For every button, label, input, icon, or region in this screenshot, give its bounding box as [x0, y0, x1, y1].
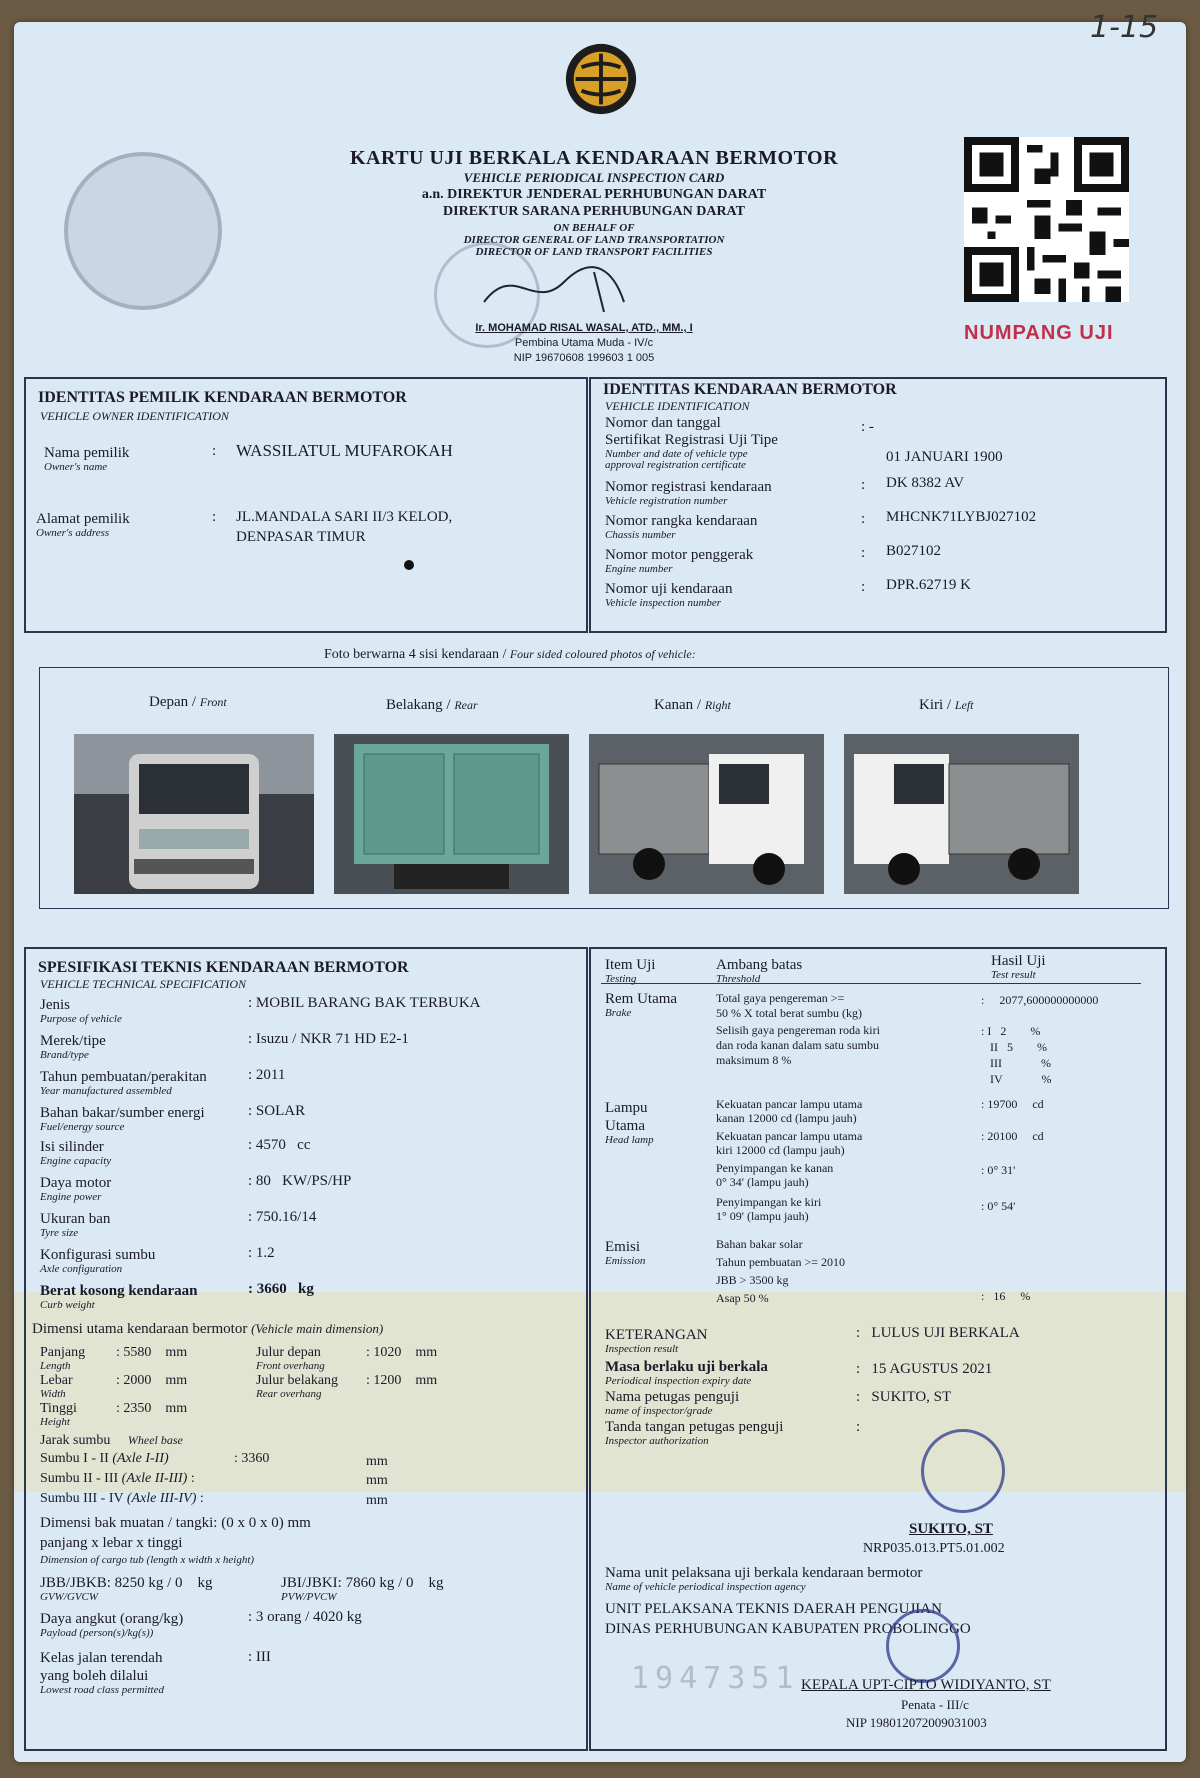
inspector-sign-name: SUKITO, ST: [909, 1521, 993, 1537]
brake-total-value: : 2077,600000000000: [981, 993, 1099, 1007]
agency-line-2: DINAS PERHUBUNGAN KABUPATEN PROBOLINGGO: [605, 1621, 971, 1637]
emission-label: Emisi Emission: [605, 1239, 646, 1267]
spec-jenis-label: Jenis Purpose of vehicle: [40, 997, 122, 1025]
dim-julur-depan-label: Julur depan Front overhang: [256, 1345, 325, 1372]
deviation-right: Penyimpangan ke kanan 0° 34' (lampu jauh): [716, 1161, 834, 1189]
head-rank: Penata - III/c: [901, 1697, 969, 1712]
inspector-nrp: NRP035.013.PT5.01.002: [863, 1541, 1005, 1556]
head-nip: NIP 198012072009031003: [846, 1715, 987, 1730]
col-item: Item Uji Testing: [605, 957, 656, 985]
vehicle-title: IDENTITAS KENDARAAN BERMOTOR: [603, 381, 897, 398]
axle-34-unit: mm: [366, 1493, 388, 1508]
deviation-left-value: : 0° 54': [981, 1199, 1016, 1213]
dim-panjang-label: Panjang Length: [40, 1345, 86, 1372]
spec-daya: : 80 KW/PS/HP: [248, 1173, 352, 1189]
test-box: Item Uji Testing Ambang batas Threshold Hasil Uji Test result Rem Utama Brake Total gaya pengereman >= 50 % X total berat sumbu (kg) : 2077,600000000000 Selisih gaya pengereman roda kiri dan roda kanan dalam satu sumbu maksimum 8 % : I 2 % II 5 % III % IV % Lampu Utama Head lamp Kekuatan pancar lampu utama kanan 12000 cd (lampu jauh) : 19700 cd Kekuatan pancar lampu utama kiri 12000 cd (lampu jauh) : 20100 cd Penyimpangan ke kanan 0° 34' (lampu jauh) : 0° 31' Penyimpangan ke kiri 1° 09' (lampu jauh) : 0° 54' Emisi Emission Bahan bakar solar Tahun pembuatan >= 2010 JBB > 3500 kg Asap 50 % : 16 % KETERANGAN Inspection result : LULUS UJI BERKALA Masa berlaku uji berkala Periodical inspection expiry date : 15 AGUSTUS 2021 Nama petugas penguji name of inspector/grade : SUKITO, ST Tanda tangan petugas penguji Inspector authorization : SUKITO, ST NRP035.013.PT5.01.002 Nama unit pelaksana uji berkala kendaraan bermotor Name of vehicle periodical inspection agency UNIT PELAKSANA TEKNIS DAERAH PENGUJIAN DINAS PERHUBUNGAN KABUPATEN PROBOLINGGO 1947351 KEPALA UPT-CIPTO WIDIYANTO, ST Penata - III/c NIP 198012072009031003: [589, 947, 1167, 1751]
deviation-left: Penyimpangan ke kiri 1° 09' (lampu jauh): [716, 1195, 822, 1223]
spec-merek-label: Merek/tipe Brand/type: [40, 1033, 106, 1061]
col-result: Hasil Uji Test result: [991, 953, 1046, 981]
agency-line-1: UNIT PELAKSANA TEKNIS DAERAH PENGUJIAN: [605, 1601, 942, 1617]
photo-label-right: Kanan / Right: [654, 697, 731, 713]
spec-ban: : 750.16/14: [248, 1209, 317, 1225]
headlamp-right: Kekuatan pancar lampu utama kanan 12000 cd (lampu jauh): [716, 1097, 863, 1125]
spec-berat-label: Berat kosong kendaraan Curb weight: [40, 1283, 198, 1311]
brake-total: Total gaya pengereman >= 50 % X total berat sumbu (kg): [716, 991, 862, 1020]
road-class: : III: [248, 1649, 271, 1665]
engine-label: Nomor motor penggerak Engine number: [605, 547, 754, 575]
ink-dot: [404, 560, 414, 570]
emission-value: : 16 %: [981, 1289, 1031, 1303]
dim-lebar: : 2000 mm: [116, 1373, 188, 1388]
spec-merek: : Isuzu / NKR 71 HD E2-1: [248, 1031, 409, 1047]
dim-julur-belakang-label: Julur belakang Rear overhang: [256, 1373, 339, 1400]
owner-title: IDENTITAS PEMILIK KENDARAAN BERMOTOR: [38, 389, 407, 406]
card-title-en: VEHICLE PERIODICAL INSPECTION CARD: [463, 170, 725, 185]
spec-isi: : 4570 cc: [248, 1137, 311, 1153]
spec-daya-label: Daya motor Engine power: [40, 1175, 112, 1203]
inspector-name: : SUKITO, ST: [856, 1389, 952, 1405]
engine-number: B027102: [886, 543, 942, 559]
expiry-date: : 15 AGUSTUS 2021: [856, 1361, 993, 1377]
spec-title: SPESIFIKASI TEKNIS KENDARAAN BERMOTOR: [38, 959, 409, 976]
expiry-label: Masa berlaku uji berkala Periodical inspection expiry date: [605, 1359, 768, 1387]
jbi: JBI/JBKI: 7860 kg / 0 kg PVW/PVCW: [281, 1575, 444, 1603]
emission-criteria: Bahan bakar solar Tahun pembuatan >= 2010 JBB > 3500 kg Asap 50 %: [716, 1237, 845, 1305]
spec-konf: : 1.2: [248, 1245, 275, 1261]
inspection-number: DPR.62719 K: [886, 577, 972, 593]
signer-nip: NIP 19670608 199603 1 005: [513, 352, 655, 364]
brake-axles: : I 2 % II 5 % III % IV %: [981, 1024, 1052, 1086]
authority-en-1: DIRECTOR GENERAL OF LAND TRANSPORTATION: [463, 234, 725, 246]
on-behalf-of: ON BEHALF OF: [553, 222, 635, 234]
head-name: KEPALA UPT-CIPTO WIDIYANTO, ST: [801, 1677, 1051, 1693]
authority-en-2: DIRECTOR OF LAND TRANSPORT FACILITIES: [475, 246, 713, 258]
ministry-logo-icon: [562, 40, 640, 118]
spec-tahun: : 2011: [248, 1067, 286, 1083]
inspection-label: Nomor uji kendaraan Vehicle inspection number: [605, 581, 733, 609]
headlamp-right-value: : 19700 cd: [981, 1097, 1044, 1111]
photo-rear: [334, 734, 569, 894]
chassis-label: Nomor rangka kendaraan Chassis number: [605, 513, 758, 541]
watermark-seal: [64, 152, 222, 310]
spec-isi-label: Isi silinder Engine capacity: [40, 1139, 112, 1167]
axle-12-label: Sumbu I - II (Axle I-II): [40, 1451, 169, 1466]
spec-title-en: VEHICLE TECHNICAL SPECIFICATION: [40, 977, 247, 991]
axle-23-unit: mm: [366, 1473, 388, 1488]
road-class-label: Kelas jalan terendah yang boleh dilalui Lowest road class permitted: [40, 1650, 164, 1696]
qr-code: [964, 137, 1129, 302]
axle-23-label: Sumbu II - III (Axle II-III) :: [40, 1471, 195, 1486]
brake-diff: Selisih gaya pengereman roda kiri dan roda kanan dalam satu sumbu maksimum 8 %: [716, 1023, 880, 1067]
spec-tahun-label: Tahun pembuatan/perakitan Year manufactured assembled: [40, 1069, 207, 1097]
dim-julur-belakang: : 1200 mm: [366, 1373, 438, 1388]
agency-stamp: [886, 1609, 960, 1683]
inspection-card: [14, 22, 1186, 1762]
owner-box: IDENTITAS PEMILIK KENDARAAN BERMOTOR VEHICLE OWNER IDENTIFICATION Nama pemilik Owner's name : WASSILATUL MUFAROKAH Alamat pemilik Owner's address : JL.MANDALA SARI II/3 KELOD, DENPASAR TIMUR: [24, 377, 588, 633]
authority-line-1: a.n. DIREKTUR JENDERAL PERHUBUNGAN DARAT: [421, 187, 767, 202]
type-cert-label: Nomor dan tanggal Sertifikat Registrasi Uji Tipe Number and date of vehicle type approval registration certificate: [605, 415, 778, 471]
dim-tinggi: : 2350 mm: [116, 1401, 188, 1416]
photo-label-rear: Belakang / Rear: [386, 697, 478, 713]
payload: : 3 orang / 4020 kg: [248, 1609, 362, 1625]
card-title: KARTU UJI BERKALA KENDARAAN BERMOTOR: [349, 147, 839, 169]
spec-ban-label: Ukuran ban Tyre size: [40, 1211, 111, 1239]
inspector-sign-label: Tanda tangan petugas penguji Inspector authorization: [605, 1419, 784, 1447]
payload-label: Daya angkut (orang/kg) Payload (person(s)/kg(s)): [40, 1611, 184, 1639]
chassis-number: MHCNK71LYBJ027102: [886, 509, 1037, 525]
spec-berat: : 3660 kg: [248, 1281, 314, 1297]
vehicle-title-en: VEHICLE IDENTIFICATION: [605, 399, 750, 413]
axle-12-value: : 3360: [234, 1451, 270, 1466]
col-threshold: Ambang batas Threshold: [716, 957, 803, 985]
cargo-dim-2: panjang x lebar x tinggi: [40, 1535, 183, 1551]
headlamp-label: Lampu Utama Head lamp: [605, 1100, 654, 1146]
owner-name: WASSILATUL MUFAROKAH: [236, 441, 453, 460]
photos-caption: Foto berwarna 4 sisi kendaraan / Four sided coloured photos of vehicle:: [324, 647, 696, 662]
headlamp-left-value: : 20100 cd: [981, 1129, 1044, 1143]
registration-number: DK 8382 AV: [886, 475, 965, 491]
spec-jenis: : MOBIL BARANG BAK TERBUKA: [248, 995, 481, 1011]
dim-panjang: : 5580 mm: [116, 1345, 188, 1360]
owner-address-1: JL.MANDALA SARI II/3 KELOD,: [236, 509, 453, 525]
signer-rank: Pembina Utama Muda - IV/c: [514, 337, 654, 349]
registration-label: Nomor registrasi kendaraan Vehicle registration number: [605, 479, 772, 507]
result-label: KETERANGAN Inspection result: [605, 1327, 708, 1355]
photo-label-front: Depan / Front: [149, 694, 227, 710]
spec-dimensi: Dimensi utama kendaraan bermotor (Vehicle main dimension): [32, 1321, 384, 1337]
deviation-right-value: : 0° 31': [981, 1163, 1016, 1177]
dim-tinggi-label: Tinggi Height: [40, 1401, 77, 1428]
signer-name: Ir. MOHAMAD RISAL WASAL, ATD., MM., I: [475, 322, 693, 334]
headlamp-left: Kekuatan pancar lampu utama kiri 12000 cd (lampu jauh): [716, 1129, 863, 1157]
inspector-label: Nama petugas penguji name of inspector/grade: [605, 1389, 740, 1417]
cargo-dim-en: Dimension of cargo tub (length x width x height): [40, 1554, 255, 1566]
spec-bahan: : SOLAR: [248, 1103, 306, 1119]
owner-address-label: Alamat pemilik Owner's address: [36, 511, 130, 539]
owner-address-2: DENPASAR TIMUR: [236, 529, 366, 545]
photo-label-left: Kiri / Left: [919, 697, 974, 713]
dim-julur-depan: : 1020 mm: [366, 1345, 438, 1360]
cargo-dim: Dimensi bak muatan / tangki: (0 x 0 x 0) mm: [40, 1515, 311, 1531]
numpang-uji-label: NUMPANG UJI: [964, 322, 1114, 344]
brake-label: Rem Utama Brake: [605, 991, 678, 1019]
photo-left: [844, 734, 1079, 894]
spec-box: [24, 947, 588, 1751]
axle-12-unit: mm: [366, 1454, 388, 1469]
authority-line-2: DIREKTUR SARANA PERHUBUNGAN DARAT: [443, 204, 745, 219]
dim-lebar-label: Lebar Width: [40, 1373, 73, 1400]
spec-konf-label: Konfigurasi sumbu Axle configuration: [40, 1247, 156, 1275]
owner-name-label: Nama pemilik Owner's name: [44, 445, 130, 473]
spec-bahan-label: Bahan bakar/sumber energi Fuel/energy source: [40, 1105, 205, 1133]
wheelbase-label: Jarak sumbu Wheel base: [40, 1433, 183, 1448]
corner-handwritten-note: 1-15: [1090, 10, 1159, 45]
jbb: JBB/JBKB: 8250 kg / 0 kg GVW/GVCW: [40, 1575, 213, 1603]
result-value: : LULUS UJI BERKALA: [856, 1325, 1020, 1341]
type-cert-dash: : -: [861, 419, 874, 435]
photo-right: [589, 734, 824, 894]
serial-watermark: 1947351: [631, 1661, 800, 1696]
axle-34-label: Sumbu III - IV (Axle III-IV) :: [40, 1491, 204, 1506]
type-cert-date: 01 JANUARI 1900: [886, 449, 1003, 465]
photo-front: [74, 734, 314, 894]
inspector-stamp: [921, 1429, 1005, 1513]
director-signature: [474, 252, 674, 322]
owner-title-en: VEHICLE OWNER IDENTIFICATION: [40, 409, 229, 423]
vehicle-ident-box: IDENTITAS KENDARAAN BERMOTOR VEHICLE IDENTIFICATION Nomor dan tanggal Sertifikat Registrasi Uji Tipe Number and date of vehicle type approval registration certificate : - 01 JANUARI 1900 Nomor registrasi kendaraan Vehicle registration number : DK 8382 AV Nomor rangka kendaraan Chassis number : MHCNK71LYBJ027102 Nomor motor penggerak Engine number : B027102 Nomor uji kendaraan Vehicle inspection number : DPR.62719 K: [589, 377, 1167, 633]
agency-label: Nama unit pelaksana uji berkala kendaraan bermotor Name of vehicle periodical inspection agency: [605, 1565, 923, 1593]
